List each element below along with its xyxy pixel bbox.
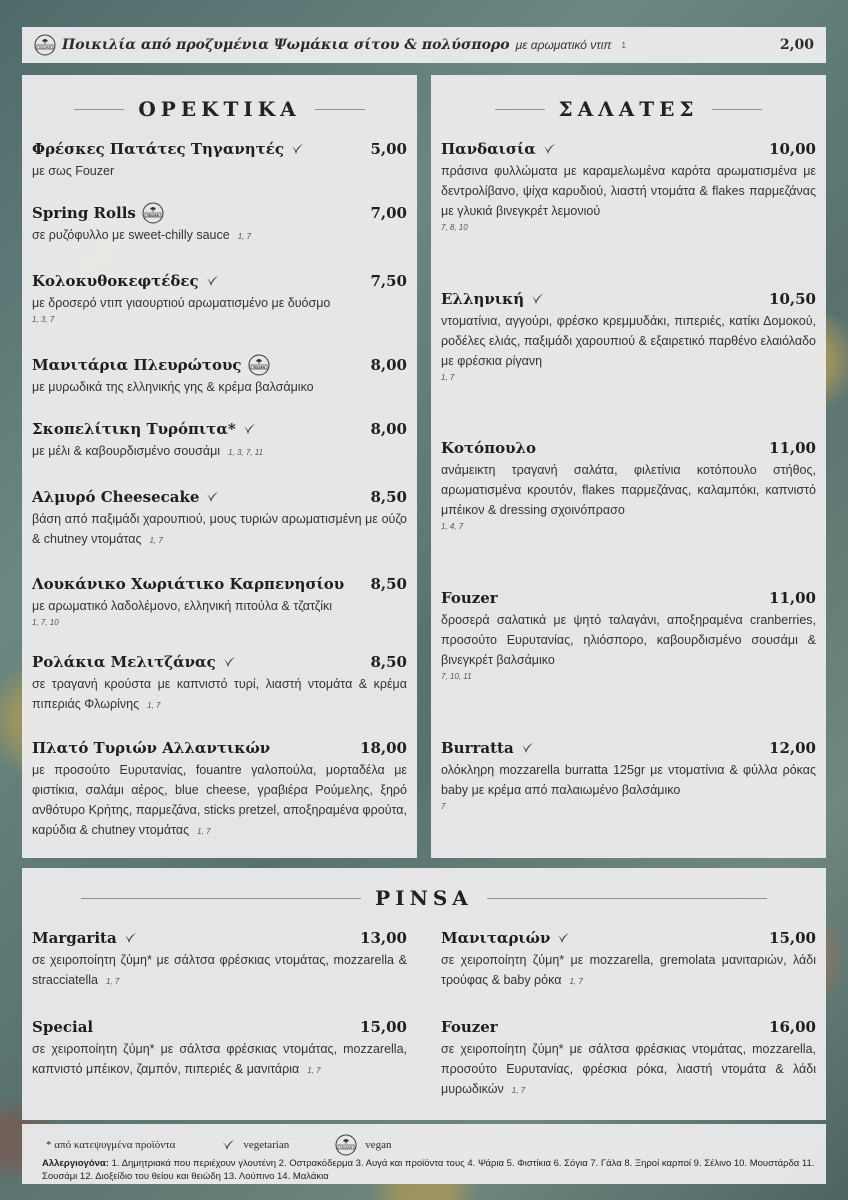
item-allergens: 1, 7 [307,1066,321,1075]
bread-allergens: 1 [621,40,626,50]
divider [315,109,365,110]
item-description: ανάμεικτη τραγανή σαλάτα, φιλετίνια κοτόπουλο στήθος, αρωματισμένα κρουτόν, flakes παρμεζάνας, καλαμπόκι, καπνιστό μπέικον & dressing σχοινόπρασο [441,463,816,517]
menu-item [32,417,407,463]
section-heading: ΟΡΕΚΤΙΚΑ [138,97,301,121]
legend-footer [22,1124,826,1184]
vegetarian-leaf-icon [242,423,256,435]
item-price: 7,00 [370,204,407,222]
item-allergens: 7, 10, 11 [441,672,472,681]
frozen-note: * από κατεψυγμένα προϊόντα [46,1139,176,1151]
item-price: 18,00 [360,739,407,757]
item-price: 7,50 [370,272,407,290]
appetizers-section [22,75,417,858]
menu-item [32,572,407,630]
item-price: 10,50 [769,290,816,308]
pinsa-section [22,868,826,1120]
item-name: Κοτόπουλο [441,439,537,457]
item-name: Μανιταριών [441,929,551,947]
item-name: Σκοπελίτικη Τυρόπιτα* [32,420,236,438]
item-price: 8,50 [370,488,407,506]
item-allergens: 1, 7 [147,701,161,710]
vegetarian-leaf-icon [290,143,304,155]
item-price: 8,50 [370,575,407,593]
item-name: Φρέσκες Πατάτες Τηγανητές [32,140,285,158]
menu-item [441,926,816,992]
item-price: 11,00 [769,439,816,457]
item-price: 10,00 [769,140,816,158]
item-name: Κολοκυθοκεφτέδες [32,272,199,290]
vegetarian-leaf-icon [205,275,219,287]
item-description: ντοματίνια, αγγούρι, φρέσκο κρεμμυδάκι, πιπεριές, κατίκι Δομοκού, ροδέλες ελιάς, παξιμάδι χαρουπιού & εξαιρετικό παρθένο ελαιόλαδο με φρέσκια ρίγανη [441,314,816,368]
bread-title: Ποικιλία από προζυμένια Ψωμάκια σίτου & πολύσπορο [62,37,510,53]
item-allergens: 1, 3, 7, 11 [228,448,264,457]
divider [74,109,124,110]
menu-item [32,137,407,181]
vegetarian-leaf-icon [556,932,570,944]
menu-item [32,201,407,247]
item-allergens: 1, 7 [197,827,211,836]
menu-item [32,485,407,551]
vegetarian-leaf-icon [520,742,534,754]
item-allergens: 1, 4, 7 [441,522,464,531]
vegetarian-leaf-icon [205,491,219,503]
item-description: με μυρωδικά της ελληνικής γης & κρέμα βαλσάμικο [32,380,314,394]
item-price: 8,50 [370,653,407,671]
menu-item [32,926,407,992]
item-name: Αλμυρό Cheesecake [32,488,200,506]
vegan-icon [248,354,270,376]
item-description: βάση από παξιμάδι χαρουπιού, μους τυριών αρωματισμένη με ούζο & chutney ντομάτας [32,512,407,546]
item-description: με μέλι & καβουρδισμένο σουσάμι [32,444,221,458]
item-name: Fouzer [441,1018,498,1036]
menu-item [441,436,816,534]
menu-item [441,1015,816,1101]
item-price: 8,00 [370,356,407,374]
item-description: ολόκληρη mozzarella burratta 125gr με ντοματίνια & φύλλα ρόκας baby με κρέμα από παλαιωμένο βαλσάμικο [441,763,816,797]
divider [487,898,767,899]
item-allergens: 1, 7 [237,232,252,241]
item-price: 13,00 [360,929,407,947]
allergens-list: 1. Δημητριακά που περιέχουν γλουτένη 2. Οστρακόδερμα 3. Αυγά και προϊόντα τους 4. Ψάρια 5. Φιστίκια 6. Σόγια 7. Γάλα 8. Ξηροί καρποί 9. Σέλινο 10. Μουστάρδα 11. Σουσάμι 12. Διοξείδιο του θείου και θειώδη 13. Λούπινο 14. Μαλάκια [42,1158,815,1182]
item-price: 16,00 [769,1018,816,1036]
item-allergens: 1, 7, 10 [32,618,59,627]
item-description: με αρωματικό λαδολέμονο, ελληνική πιτούλα & τζατζίκι [32,599,333,613]
vegetarian-leaf-icon [542,143,556,155]
salads-section [431,75,826,858]
menu-item [32,1015,407,1081]
vegetarian-leaf-icon [530,293,544,305]
menu-item [32,736,407,842]
item-description: με δροσερό ντιπ γιαουρτιού αρωματισμένο με δυόσμο [32,296,331,310]
menu-item [441,586,816,684]
item-name: Fouzer [441,589,498,607]
item-allergens: 1, 3, 7 [32,315,55,324]
menu-item [441,736,816,814]
divider [81,898,361,899]
vegan-icon [34,34,56,56]
item-name: Special [32,1018,94,1036]
item-description: πράσινα φυλλώματα με καραμελωμένα καρότα αρωματισμένα με δεντρολίβανο, ψίχα καρυδιού, λιαστή ντομάτα & flakes παρμεζάνας με γλυκιά βινεγκρέτ λεμονιού [441,164,816,218]
item-price: 12,00 [769,739,816,757]
vegetarian-leaf-icon [123,932,137,944]
item-allergens: 1, 7 [106,977,120,986]
vegetarian-leaf-icon [222,656,236,668]
item-allergens: 1, 7 [441,373,455,382]
item-allergens: 1, 7 [149,536,163,545]
vegan-label: vegan [365,1139,392,1151]
item-name: Ρολάκια Μελιτζάνας [32,653,216,671]
item-name: Πανδαισία [441,140,536,158]
item-description: δροσερά σαλατικά με ψητό ταλαγάνι, αποξηραμένα cranberries, προσούτο Ευρυτανίας, ηλιόσπορο, καβουρδισμένο σουσάμι & βινεγκρέτ βαλσάμικο [441,613,816,667]
allergens-title: Αλλεργιογόνα: [42,1158,109,1169]
item-name: Margarita [32,929,117,947]
section-heading: PINSA [375,886,473,910]
item-allergens: 1, 7 [569,977,583,986]
vegan-icon [142,202,164,224]
item-name: Ελληνική [441,290,525,308]
item-allergens: 7 [441,802,446,811]
vegetarian-leaf-icon [221,1139,235,1151]
item-description: σε χειροποίητη ζύμη* με mozzarella, gremolata μανιταριών, λάδι τρούφας & baby ρόκα [441,953,816,987]
divider [495,109,545,110]
item-price: 15,00 [769,929,816,947]
item-description: με σως Fouzer [32,164,115,178]
item-name: Λουκάνικο Χωριάτικο Καρπενησίου [32,575,345,593]
menu-item [441,287,816,385]
bread-subtitle: με αρωματικό ντιπ [515,38,612,52]
divider [712,109,762,110]
item-allergens: 1, 7 [511,1086,526,1095]
item-description: σε χειροποίητη ζύμη* με σάλτσα φρέσκιας ντομάτας, mozzarella & stracciatella [32,953,407,987]
menu-item [32,353,407,397]
item-name: Burratta [441,739,514,757]
item-description: σε χειροποίητη ζύμη* με σάλτσα φρέσκιας ντομάτας, mozzarella, καπνιστό μπέικον, ζαμπόν, πιπεριές & μανιτάρια [32,1042,407,1076]
item-description: σε τραγανή κρούστα με καπνιστό τυρί, λιαστή ντομάτα & κρέμα πιπεριάς Φλωρίνης [32,677,407,711]
item-description: σε χειροποίητη ζύμη* με σάλτσα φρέσκιας ντομάτας, mozzarella, προσούτο Ευρυτανίας, φρέσκια ρόκα, λιαστή ντομάτα & λάδι μυρωδικών [441,1042,816,1096]
menu-item [441,137,816,235]
menu-item [32,650,407,716]
item-description: σε ρυζόφυλλο με sweet-chilly sauce [32,228,230,242]
vegetarian-label: vegetarian [243,1139,290,1151]
vegan-icon [335,1134,357,1156]
item-price: 15,00 [360,1018,407,1036]
item-description: με προσούτο Ευρυτανίας, fouantre γαλοπούλα, μορταδέλα με φιστίκια, σαλάμι αέρος, blue cheese, γραβιέρα Ρούμελης, ξηρό ανθότυρο Κρήτης, παρμεζάνα, sticks pretzel, αποξηραμένα φρούτα, καρύδια & chutney ντομάτας [32,763,407,837]
item-price: 11,00 [769,589,816,607]
item-name: Spring Rolls [32,204,136,222]
item-price: 8,00 [370,420,407,438]
menu-item [32,269,407,327]
bread-price: 2,00 [779,37,814,53]
item-name: Πλατό Τυριών Αλλαντικών [32,739,271,757]
item-name: Μανιτάρια Πλευρώτους [32,356,242,374]
item-allergens: 7, 8, 10 [441,223,468,232]
bread-bar [22,27,826,63]
item-price: 5,00 [370,140,407,158]
section-heading: ΣΑΛΑΤΕΣ [558,97,699,121]
